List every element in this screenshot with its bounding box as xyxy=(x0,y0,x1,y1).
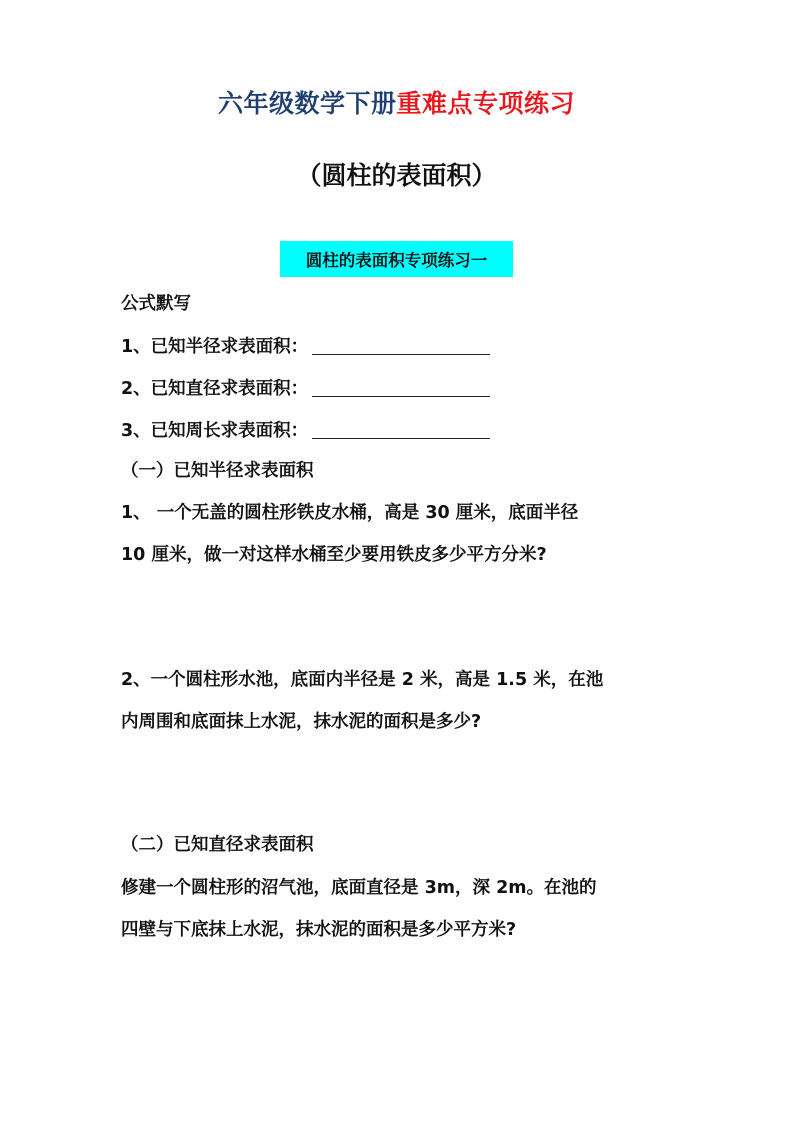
formula-item-3 xyxy=(121,417,490,442)
answer-blank[interactable] xyxy=(312,353,490,355)
exercise-banner: 圆柱的表面积专项练习一 xyxy=(280,241,513,277)
page-title xyxy=(0,84,793,120)
page-subtitle: （圆柱的表面积） xyxy=(296,161,497,190)
title-part-blue: 六年级数学下册 xyxy=(217,89,397,118)
section-2-heading: （二）已知直径求表面积 xyxy=(121,835,314,855)
title-part-red: 重难点专项练习 xyxy=(396,89,576,118)
formula-item-1 xyxy=(121,333,490,358)
answer-blank[interactable] xyxy=(312,395,490,397)
formula-item-label: 3、已知周长求表面积： xyxy=(121,421,309,441)
question-2-line-2: 内周围和底面抹上水泥，抹水泥的面积是多少? xyxy=(121,712,482,732)
question-2-line-1: 2、一个圆柱形水池，底面内半径是 2 米，高是 1.5 米，在池 xyxy=(121,670,604,690)
question-3-line-2: 四壁与下底抹上水泥，抹水泥的面积是多少平方米? xyxy=(121,920,517,940)
formula-heading: 公式默写 xyxy=(121,294,191,314)
question-1-line-2: 10 厘米，做一对这样水桶至少要用铁皮多少平方分米? xyxy=(121,545,547,565)
formula-item-label: 1、已知半径求表面积： xyxy=(121,337,309,357)
section-1-heading: （一）已知半径求表面积 xyxy=(121,461,314,481)
question-1-line-1: 1、 一个无盖的圆柱形铁皮水桶，高是 30 厘米，底面半径 xyxy=(121,503,579,523)
formula-item-2 xyxy=(121,375,490,400)
question-3-line-1: 修建一个圆柱形的沼气池，底面直径是 3m，深 2m。在池的 xyxy=(121,878,597,898)
formula-item-label: 2、已知直径求表面积： xyxy=(121,379,309,399)
answer-blank[interactable] xyxy=(312,437,490,439)
